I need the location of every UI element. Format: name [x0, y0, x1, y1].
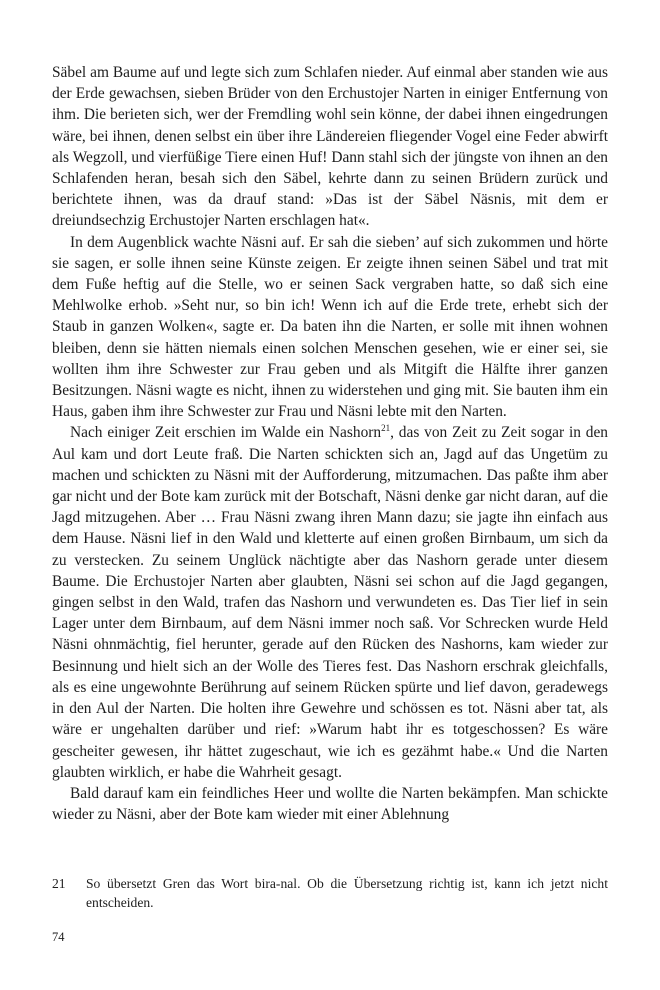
footnote [52, 874, 608, 912]
page-number: 74 [52, 930, 65, 944]
paragraph-4: Bald darauf kam ein feindliches Heer und wollte die Narten bekämpfen. Man schickte wieder zu Näsni, aber der Bote kam wieder mit einer Ablehnung [52, 784, 608, 824]
paragraph-3-start: Nach einiger Zeit erschien im Walde ein Nashorn [70, 424, 382, 442]
paragraph-1: Säbel am Baume auf und legte sich zum Schlafen nieder. Auf einmal aber standen wie aus der Erde gewachsen, sieben Brüder von den Erchustojer Narten in einiger Entfernung von ihm. Die berieten sich, wer der Fremdling wohl sein könne, der dabei ihnen eingedrungen wäre, bei ihnen, denen selbst ein über ihre Ländereien fliegender Vogel eine Feder abwirft als Wegzoll, und vierfüßige Tiere einen Huf! Dann stahl sich der jüngste von ihnen an den Schlafenden heran, besah sich den Säbel, kehrte dann zu seinen Brüdern zurück und berichtete ihnen, was da drauf stand: »Das ist der Säbel Näsnis, mit dem er dreiundsechzig Erchustojer Narten erschlagen hat«. [52, 64, 608, 230]
paragraph-2: In dem Augenblick wachte Näsni auf. Er sah die sieben’ auf sich zukommen und hörte sie sagen, er solle ihnen seine Künste zeigen. Er zeigte ihnen seinen Säbel und trat mit dem Fuße heftig auf die Stelle, wo er seinen Sack vergraben hatte, so daß sich eine Mehlwolke erhob. »Seht nur, so bin ich! Wenn ich auf die Erde trete, erhebt sich der Staub in ganzen Wolken«, sagte er. Da baten ihn die Narten, er solle mit ihnen wohnen bleiben, denn sie hätten niemals einen solchen Menschen gesehen, wie er einer sei, sie wollten ihm ihre Schwester zur Frau geben und als Mitgift die Hälfte ihrer ganzen Besitzungen. Näsni wagte es nicht, ihnen zu widerstehen und ging mit. Sie bauten ihm ein Haus, gaben ihm ihre Schwester zur Frau und Näsni lebte mit den Narten. [52, 233, 608, 421]
footnote-text: So übersetzt Gren das Wort bira-nal. Ob die Übersetzung richtig ist, kann ich jetzt nicht entscheiden. [86, 876, 608, 910]
body-text [52, 62, 608, 825]
paragraph-3 [52, 422, 608, 782]
footnote-number: 21 [52, 876, 66, 891]
paragraph-3-rest: , das von Zeit zu Zeit sogar in den Aul kam und dort Leute fraß. Die Narten schickten sich an, Jagd auf das Ungetüm zu machen und schickten zu Näsni mit der Aufforderung, mitzumachen. Das paßte ihm aber gar nicht und der Bote kam zurück mit der Botschaft, Näsni denke gar nicht daran, auf die Jagd mitzugehen. Aber … Frau Näsni zwang ihren Mann dazu; sie jagte ihn einfach aus dem Hause. Näsni lief in den Wald und kletterte auf einen großen Birnbaum, um sich da zu verstecken. Zu seinem Unglück nächtigte aber das Nashorn gerade unter diesem Baume. Die Erchustojer Narten aber glaubten, Näsni sei schon auf die Jagd gegangen, gingen selbst in den Wald, trafen das Nashorn und verwundeten es. Das Tier lief in sein Lager unter dem Birnbaum, auf dem Näsni immer noch saß. Vor Schrecken wurde Held Näsni ohnmächtig, fiel herunter, gerade auf den Rücken des Nashorns, kam wieder zur Besinnung und hielt sich an der Wolle des Tieres fest. Das Nashorn erschrak gleichfalls, als es eine ungewohnte Berührung auf seinem Rücken spürte und lief davon, geradewegs in den Aul der Narten. Die holten ihre Gewehre und schössen es tot. Näsni aber tat, als wäre er ungehalten darüber und rief: »Warum habt ihr es totgeschossen? Es wäre gescheiter gewesen, ihr hättet zugeschaut, wie ich es gezähmt habe.« Und die Narten glaubten wirklich, er habe die Wahrheit gesagt. [52, 424, 608, 781]
footnote-ref[interactable]: 21 [381, 423, 391, 434]
